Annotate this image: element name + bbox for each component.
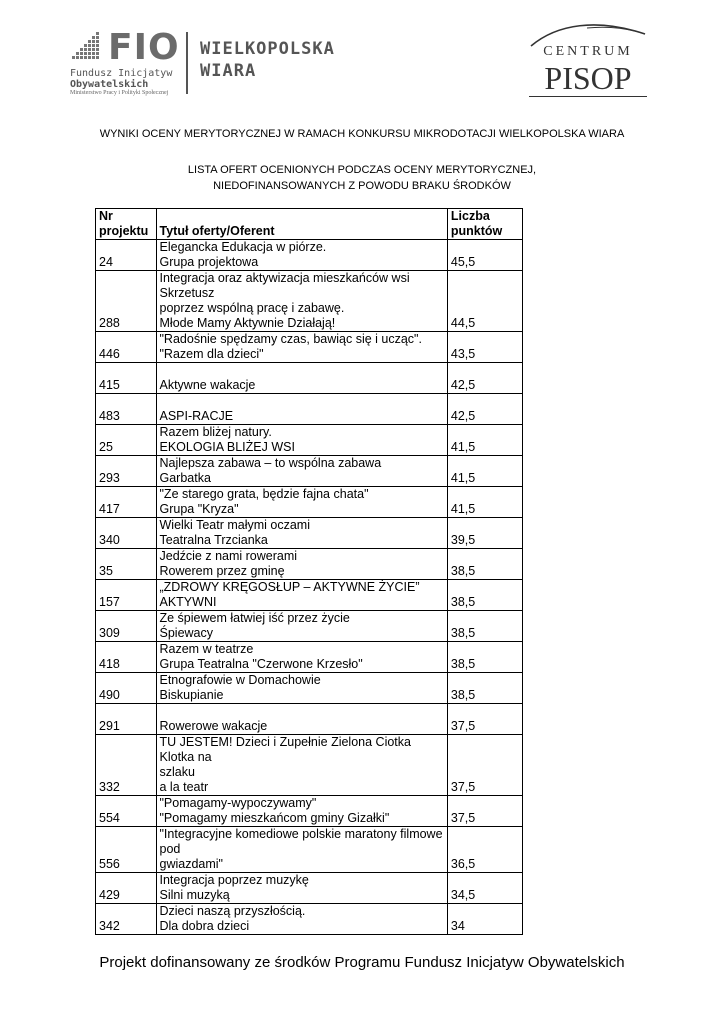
offer-title-line: EKOLOGIA BLIŻEJ WSI [159, 440, 295, 454]
header-points-line1: Liczba [450, 209, 490, 223]
points-value: 38,5 [447, 673, 522, 704]
points-value: 45,5 [447, 240, 522, 271]
offer-title-line: Ze śpiewem łatwiej iść przez życie [159, 611, 350, 625]
project-number: 418 [96, 642, 157, 673]
offer-title [156, 580, 447, 611]
table-row [96, 904, 523, 935]
header-nr [96, 209, 157, 240]
offer-title-line: Razem w teatrze [159, 642, 254, 656]
table-row [96, 549, 523, 580]
fio-subtitle [70, 68, 172, 90]
offer-title-line: „ZDROWY KRĘGOSŁUP – AKTYWNE ŻYCIE” [159, 580, 420, 594]
points-value: 34 [447, 904, 522, 935]
project-number: 556 [96, 827, 157, 873]
offer-title [156, 518, 447, 549]
offer-title-line: "Pomagamy-wypoczywamy" [159, 796, 317, 810]
table-row [96, 673, 523, 704]
fio-subtitle-line2: Obywatelskich [70, 79, 149, 90]
offer-title-line: AKTYWNI [159, 595, 217, 609]
project-number: 288 [96, 271, 157, 332]
points-value: 38,5 [447, 611, 522, 642]
offer-title-line: Dzieci naszą przyszłością. [159, 904, 306, 918]
offer-title [156, 704, 447, 735]
offer-title-line: Integracja poprzez muzykę [159, 873, 309, 887]
project-number: 332 [96, 735, 157, 796]
offer-title-line: Śpiewacy [159, 626, 213, 640]
wiara-line2: WIARA [200, 61, 257, 81]
offer-title-line: szlaku [159, 765, 195, 779]
fio-subtitle-line1: Fundusz Inicjatyw [70, 68, 173, 79]
points-value: 41,5 [447, 456, 522, 487]
table-row [96, 363, 523, 394]
project-number: 554 [96, 796, 157, 827]
offer-title [156, 642, 447, 673]
table-row [96, 611, 523, 642]
pisop-centrum-text: CENTRUM [543, 44, 633, 59]
table-row [96, 873, 523, 904]
offer-title-line: Dla dobra dzieci [159, 919, 250, 933]
points-value: 38,5 [447, 642, 522, 673]
offer-title-line: Teatralna Trzcianka [159, 533, 268, 547]
wielkopolska-wiara-logo [200, 38, 335, 82]
offer-title-line: Grupa Teatralna "Czerwone Krzesło" [159, 657, 363, 671]
header-points [447, 209, 522, 240]
offer-title-line: Grupa "Kryza" [159, 502, 239, 516]
offer-title-line: Rowerem przez gminę [159, 564, 285, 578]
project-number: 24 [96, 240, 157, 271]
offer-title-line: Wielki Teatr małymi oczami [159, 518, 310, 532]
offer-title-line: Silni muzyką [159, 888, 230, 902]
offer-title-line: Razem bliżej natury. [159, 425, 272, 439]
points-value: 44,5 [447, 271, 522, 332]
header-title: Tytuł oferty/Oferent [156, 209, 447, 240]
offer-title [156, 873, 447, 904]
offer-title-line: Grupa projektowa [159, 255, 259, 269]
table-row [96, 796, 523, 827]
table-row [96, 518, 523, 549]
project-number: 309 [96, 611, 157, 642]
table-row [96, 642, 523, 673]
offer-title-line: Najlepsza zabawa – to wspólna zabawa [159, 456, 382, 470]
offer-title-line: "Radośnie spędzamy czas, bawiąc się i ucząc". [159, 332, 422, 346]
pisop-name-text: PISOP [544, 60, 632, 96]
project-number: 291 [96, 704, 157, 735]
project-number: 340 [96, 518, 157, 549]
points-value: 42,5 [447, 363, 522, 394]
offer-title [156, 549, 447, 580]
project-number: 429 [96, 873, 157, 904]
offer-title-line: "Integracyjne komediowe polskie maratony filmowe pod [159, 827, 443, 856]
table-row [96, 827, 523, 873]
points-value: 37,5 [447, 796, 522, 827]
points-value: 43,5 [447, 332, 522, 363]
offer-title [156, 487, 447, 518]
document-title: WYNIKI OCENY MERYTORYCZNEJ W RAMACH KONKURSU MIKRODOTACJI WIELKOPOLSKA WIARA [99, 128, 625, 140]
table-row [96, 456, 523, 487]
header-nr-line1: Nr [99, 209, 113, 223]
offer-title-line: "Pomagamy mieszkańcom gminy Gizałki" [159, 811, 390, 825]
offer-title-line: ASPI-RACJE [159, 409, 234, 423]
points-value: 41,5 [447, 487, 522, 518]
offer-title [156, 735, 447, 796]
offer-title [156, 394, 447, 425]
offer-title-line: poprzez wspólną pracę i zabawę. [159, 301, 345, 315]
offer-title-line: Etnografowie w Domachowie [159, 673, 321, 687]
offer-title-line: TU JESTEM! Dzieci i Zupełnie Zielona Ciotka Klotka na [159, 735, 411, 764]
offer-title-line: Biskupianie [159, 688, 224, 702]
offer-title-line: Integracja oraz aktywizacja mieszkańców wsi Skrzetusz [159, 271, 410, 300]
table-row [96, 487, 523, 518]
table-row [96, 394, 523, 425]
project-number: 157 [96, 580, 157, 611]
offer-title-line: gwiazdami" [159, 857, 223, 871]
offer-title-line: Jedźcie z nami rowerami [159, 549, 298, 563]
table-row [96, 240, 523, 271]
pisop-underline [529, 96, 647, 97]
project-number: 342 [96, 904, 157, 935]
table-body [96, 240, 523, 935]
project-number: 415 [96, 363, 157, 394]
header-points-line2: punktów [450, 224, 503, 238]
project-number: 490 [96, 673, 157, 704]
points-value: 42,5 [447, 394, 522, 425]
fio-logo [68, 27, 368, 98]
offer-title-line: Elegancka Edukacja w piórze. [159, 240, 327, 254]
offer-title [156, 904, 447, 935]
points-value: 34,5 [447, 873, 522, 904]
header-nr-line2: projektu [99, 224, 149, 238]
offer-title-line: Aktywne wakacje [159, 378, 256, 392]
document-subtitle [0, 162, 724, 194]
table-row [96, 735, 523, 796]
fio-dots-icon [68, 32, 102, 62]
offer-title-line: "Ze starego grata, będzie fajna chata" [159, 487, 369, 501]
offer-title-line: a la teatr [159, 780, 209, 794]
offer-title [156, 796, 447, 827]
pisop-logo [527, 20, 649, 100]
table-row [96, 425, 523, 456]
footer-note: Projekt dofinansowany ze środków Programu Fundusz Inicjatyw Obywatelskich [99, 954, 625, 971]
offer-title [156, 456, 447, 487]
subtitle-line1: LISTA OFERT OCENIONYCH PODCZAS OCENY MERYTORYCZNEJ, [187, 164, 537, 176]
offer-title [156, 271, 447, 332]
points-value: 36,5 [447, 827, 522, 873]
offer-title-line: Młode Mamy Aktywnie Działają! [159, 316, 336, 330]
offer-title-line: Garbatka [159, 471, 211, 485]
points-value: 39,5 [447, 518, 522, 549]
offer-title [156, 363, 447, 394]
table-row [96, 580, 523, 611]
project-number: 35 [96, 549, 157, 580]
subtitle-line2: NIEDOFINANSOWANYCH Z POWODU BRAKU ŚRODKÓW [213, 180, 511, 192]
points-value: 37,5 [447, 735, 522, 796]
points-value: 37,5 [447, 704, 522, 735]
points-value: 38,5 [447, 549, 522, 580]
results-table [95, 208, 523, 935]
project-number: 446 [96, 332, 157, 363]
offer-title [156, 611, 447, 642]
offer-title [156, 332, 447, 363]
offer-title [156, 827, 447, 873]
offer-title [156, 425, 447, 456]
table-row [96, 332, 523, 363]
offer-title [156, 240, 447, 271]
points-value: 41,5 [447, 425, 522, 456]
wiara-line1: WIELKOPOLSKA [200, 39, 335, 59]
points-value: 38,5 [447, 580, 522, 611]
project-number: 25 [96, 425, 157, 456]
offer-title [156, 673, 447, 704]
logo-divider [186, 32, 188, 94]
project-number: 293 [96, 456, 157, 487]
project-number: 417 [96, 487, 157, 518]
table-row [96, 704, 523, 735]
table-header-row [96, 209, 523, 240]
offer-title-line: "Razem dla dzieci" [159, 347, 264, 361]
offer-title-line: Rowerowe wakacje [159, 719, 268, 733]
fio-ministry: Ministerstwo Pracy i Polityki Społecznej [70, 90, 169, 96]
project-number: 483 [96, 394, 157, 425]
table-row [96, 271, 523, 332]
fio-mark: FIO [108, 27, 180, 68]
